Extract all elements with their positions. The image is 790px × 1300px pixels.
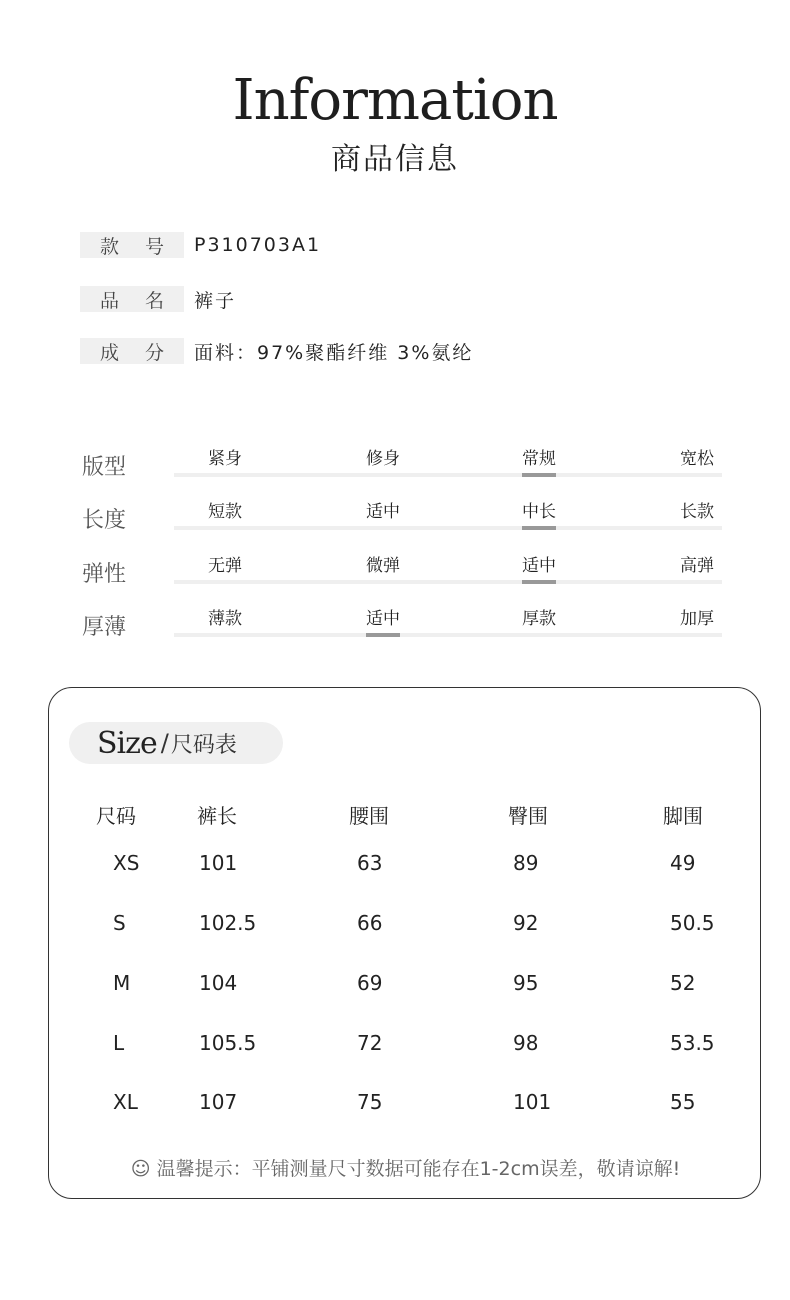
title-english: Information — [232, 68, 558, 133]
info-value: P310703A1 — [194, 234, 322, 256]
selected-marker — [522, 473, 556, 477]
info-row-style-number — [80, 232, 321, 258]
attr-option: 宽松 — [680, 449, 714, 469]
attr-track — [174, 473, 722, 477]
attr-row-thickness — [82, 604, 722, 644]
attr-option-selected: 常规 — [522, 444, 556, 469]
attr-row-length — [82, 497, 722, 537]
size-title-slash: / — [160, 729, 169, 757]
attr-option: 微弹 — [366, 556, 400, 576]
attr-option-selected: 适中 — [366, 604, 400, 629]
attr-option: 修身 — [366, 449, 400, 469]
attr-option: 高弹 — [680, 556, 714, 576]
size-title-cn: 尺码表 — [170, 732, 237, 758]
attr-option-selected: 适中 — [522, 551, 556, 576]
table-header-length: 裤长 — [197, 804, 237, 828]
smiley-icon: ☺ — [130, 1158, 151, 1180]
info-label: 成 分 — [80, 338, 184, 364]
info-label: 款 号 — [80, 232, 184, 258]
attr-track — [174, 633, 722, 637]
attr-option: 厚款 — [522, 609, 556, 629]
info-row-composition — [80, 338, 473, 364]
attr-track — [174, 526, 722, 530]
attr-option: 紧身 — [208, 449, 242, 469]
info-row-product-name — [80, 286, 236, 312]
attr-label: 版型 — [82, 455, 127, 480]
selected-marker — [366, 633, 400, 637]
attr-label: 厚薄 — [82, 615, 127, 640]
table-header-hem: 脚围 — [663, 804, 703, 828]
info-value: 裤子 — [194, 289, 237, 312]
info-value: 面料：97%聚酯纤维 3%氨纶 — [194, 341, 474, 364]
selected-marker — [522, 580, 556, 584]
table-header-size: 尺码 — [96, 804, 136, 828]
attr-row-elasticity — [82, 551, 722, 591]
attr-option: 适中 — [366, 502, 400, 522]
attr-option: 加厚 — [680, 609, 714, 629]
measurement-tip — [49, 1154, 762, 1181]
attr-option: 短款 — [208, 502, 242, 522]
table-header-hip: 臀围 — [508, 804, 548, 828]
info-label: 品 名 — [80, 286, 184, 312]
size-title-en: Size — [97, 725, 157, 761]
attr-option: 长款 — [680, 502, 714, 522]
size-chart-title — [69, 722, 283, 764]
attr-row-fit — [82, 444, 722, 484]
tip-text: 温馨提示：平铺测量尺寸数据可能存在1-2cm误差，敬请谅解! — [156, 1158, 681, 1180]
size-chart-card: Size / 尺码表 尺码 裤长 腰围 臀围 脚围 XS 101 63 89 49 S 102.5 66 92 50.5 M 104 69 95 52 L 105.5 72 98 53.5 XL 107 75 101 55 ☺ 温馨提示：平铺测量尺寸数据可能存在1-2cm误差，敬请谅解! — [48, 687, 761, 1199]
table-header-waist: 腰围 — [349, 804, 389, 828]
attr-label: 弹性 — [82, 562, 127, 587]
attr-label: 长度 — [82, 508, 127, 533]
attr-option: 无弹 — [208, 556, 242, 576]
attr-track — [174, 580, 722, 584]
attr-option: 薄款 — [208, 609, 242, 629]
selected-marker — [522, 526, 556, 530]
attr-option-selected: 中长 — [522, 497, 556, 522]
title-chinese: 商品信息 — [331, 142, 459, 177]
